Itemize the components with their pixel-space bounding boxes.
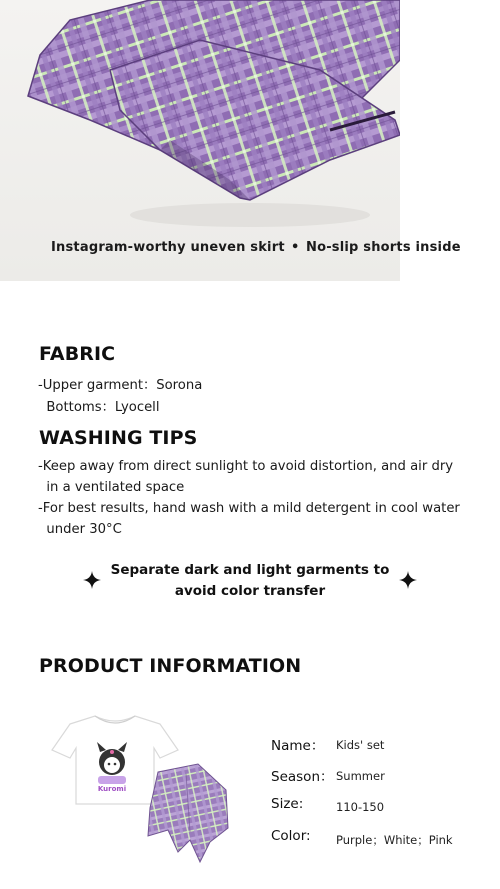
info-label-season: Season： [271, 769, 334, 785]
note-line: avoid color transfer [174, 583, 326, 599]
hero-caption-left: Instagram-worthy uneven skirt [51, 240, 285, 255]
product-info-title: PRODUCT INFORMATION [39, 655, 302, 677]
print-text: Kuromi [97, 785, 127, 793]
hero-caption-right: No-slip shorts inside [306, 240, 461, 255]
note-line: Separate dark and light garments to [110, 562, 390, 578]
plaid-skirt-illustration [0, 0, 400, 281]
color-transfer-note [100, 560, 400, 602]
washing-tips-title: WASHING TIPS [39, 427, 198, 449]
washing-line: -Keep away from direct sunlight to avoid distortion, and air dry [38, 459, 454, 474]
sparkle-icon [399, 571, 417, 589]
info-value-color: Purple；White；Pink [336, 833, 453, 847]
info-label-size: Size: [271, 796, 304, 812]
washing-line: -For best results, hand wash with a mild detergent in cool water [38, 501, 460, 516]
sparkle-icon [83, 571, 101, 589]
fabric-line: Bottoms：Lyocell [38, 400, 160, 415]
hero-photo [0, 0, 400, 281]
hero-caption-separator: • [291, 240, 300, 255]
info-label-color: Color: [271, 828, 311, 844]
info-value-season: Summer [336, 769, 385, 783]
washing-line: under 30°C [38, 522, 122, 537]
info-label-name: Name： [271, 738, 325, 754]
info-value-size: 110-150 [336, 800, 385, 814]
info-value-name: Kids' set [336, 738, 385, 752]
fabric-line: -Upper garment：Sorona [38, 378, 203, 393]
fabric-title: FABRIC [39, 343, 116, 365]
product-image [40, 712, 240, 872]
washing-line: in a ventilated space [38, 480, 185, 495]
